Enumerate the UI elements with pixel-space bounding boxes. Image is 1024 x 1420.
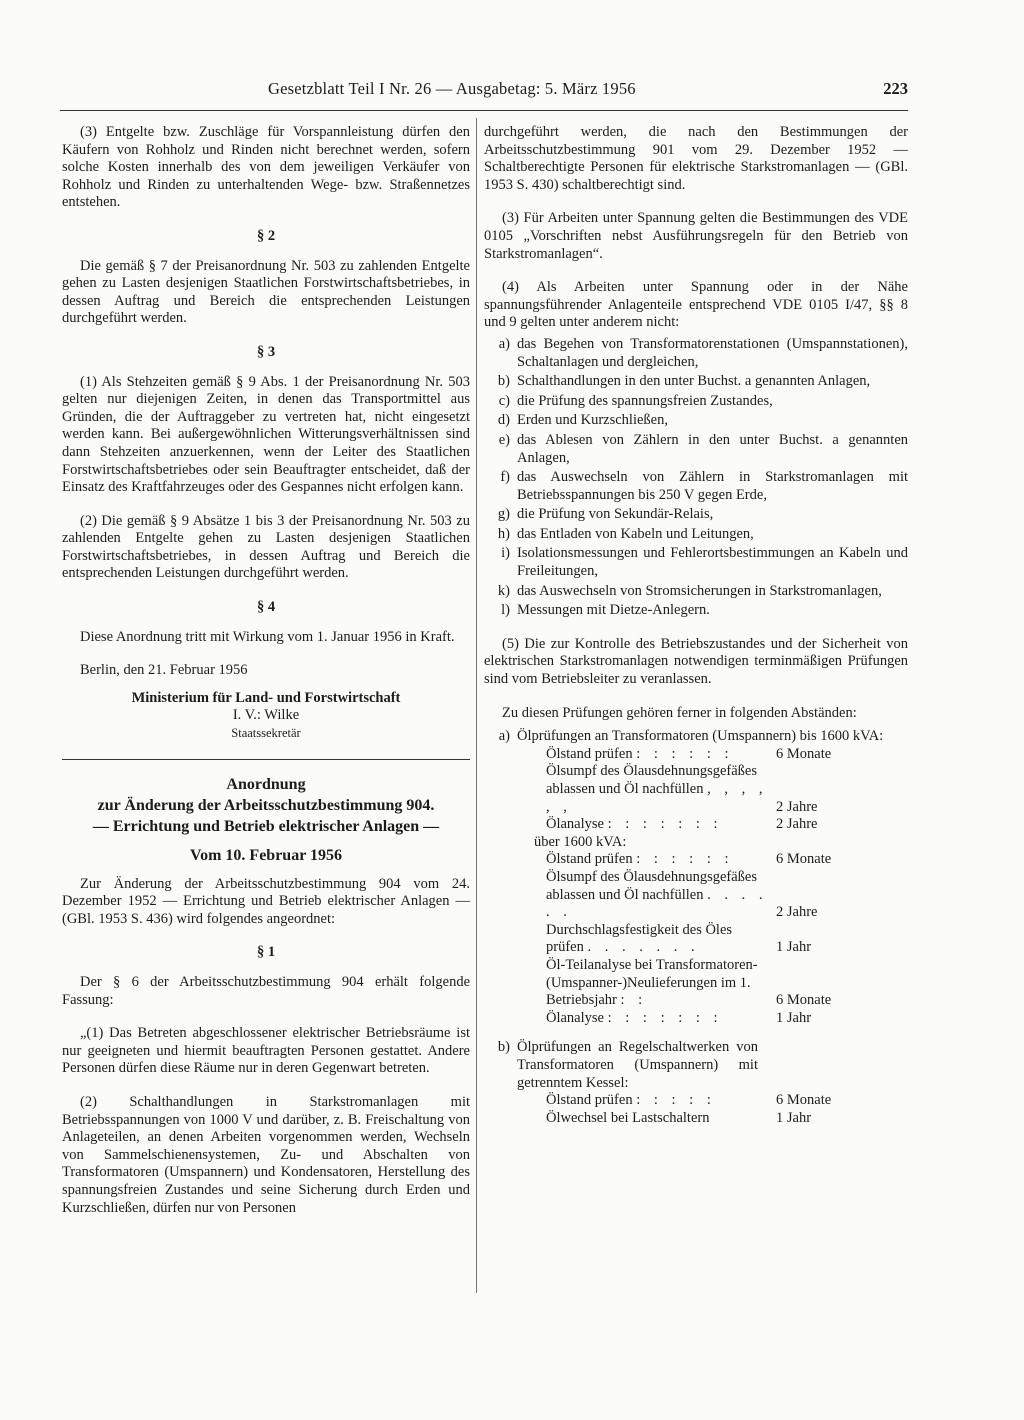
place-date: Berlin, den 21. Februar 1956 <box>80 662 248 679</box>
ministry-name: Ministerium für Land- und Forstwirtschaft <box>131 689 401 706</box>
group-text: Ölprüfungen an Transformatoren (Umspannern) bis 1600 kVA: <box>517 728 884 745</box>
interval-table <box>484 1092 908 1127</box>
interval-table <box>484 746 908 834</box>
test-group-a <box>484 728 908 746</box>
list-item: h) das Entladen von Kabeln und Leitungen, <box>497 525 754 542</box>
interval-row: Ölwechsel bei Lastschaltern 1 Jahr <box>546 1109 812 1126</box>
page-number: 223 <box>883 79 908 98</box>
exception-list <box>484 336 908 620</box>
signer-title: Staatssekretär <box>231 726 301 741</box>
order-date: Vom 10. Februar 1956 <box>190 846 342 864</box>
interval-row: Ölstand prüfen : : : : : : 6 Monate <box>546 851 832 868</box>
paragraph: durchgeführt werden, die nach den Bestimmungen der Arbeitsschutzbestimmung 901 vom 29. Dezember 1952 — Schaltberechtigte Personen für elektrische Starkstromanlagen — (GBl. 1953 S. 430) schaltberechtigt sind. <box>484 124 908 193</box>
group-marker: a) <box>498 728 510 745</box>
paragraph: (1) Als Stehzeiten gemäß § 9 Abs. 1 der Preisanordnung Nr. 503 gelten nur diejenigen Zeiten, in denen das Transportmittel aus Gründen, die der Auftraggeber zu vertreten hat, nicht eingesetzt werden kann. Bei außergewöhnlichen Witterungsverhältnissen sind dann Stehzeiten anzuerkennen, wenn der Leiter des Staatlichen Forstwirtschaftsbetriebes oder sein Beauftragter entscheidet, daß der Einsatz des Kraftfahrzeuges oder des Gespannes nicht erfolgen kann. <box>62 373 470 496</box>
paragraph: „(1) Das Betreten abgeschlossener elektrischer Betriebsräume ist nur geeigneten und hiermit beauftragten Personen gestattet. Andere Personen dürfen diese Räume nur in deren Gegenwart betreten. <box>62 1025 470 1077</box>
section-heading: § 1 <box>256 944 276 961</box>
list-item: d) Erden und Kurzschließen, <box>497 412 668 429</box>
signer: I. V.: Wilke <box>232 707 300 724</box>
interval-row: Ölsumpf des Ölausdehnungsgefäßes ablassen und Öl nachfüllen . . . . . . 2 Jahre <box>546 868 818 921</box>
section-rule <box>62 759 470 760</box>
page-header <box>60 80 908 102</box>
interval-row: Ölanalyse : : : : : : : 2 Jahre <box>546 816 818 833</box>
over-1600-label: über 1600 kVA: <box>534 833 627 850</box>
header-title: Gesetzblatt Teil I Nr. 26 — Ausgabetag: 5. März 1956 <box>268 79 636 98</box>
order-title: Anordnung <box>226 775 306 793</box>
interval-table <box>484 851 908 1027</box>
paragraph: (2) Schalthandlungen in Starkstromanlagen mit Betriebsspannungen von 1000 V und darüber, z. B. Freischaltung von Anlageteilen, an denen Arbeiten vorgenommen werden, Wechseln von Sammelschienensystemen, Zu- und Abschalten von Transformatoren (Umspannern) und Kondensatoren, Herstellung des spannungsfreien Zustandes und seine Sicherung durch Erden und Kurzschließen, dürfen nur von Personen <box>62 1093 470 1216</box>
interval-row: Ölstand prüfen : : : : : 6 Monate <box>546 1092 832 1109</box>
interval-row: Ölsumpf des Ölausdehnungsgefäßes ablassen und Öl nachfüllen , , , , , , 2 Jahre <box>546 763 818 815</box>
right-column <box>484 124 908 1127</box>
interval-row: Ölanalyse : : : : : : : 1 Jahr <box>546 1009 812 1026</box>
paragraph: Zu diesen Prüfungen gehören ferner in folgenden Abständen: <box>502 704 857 721</box>
paragraph: (2) Die gemäß § 9 Absätze 1 bis 3 der Preisanordnung Nr. 503 zu zahlenden Entgelte gehen zu Lasten desjenigen Staatlichen Forstwirtschaftsbetriebes, in dessen Auftrag und Bereich die entsprechenden Leistungen durchgeführt werden. <box>62 512 470 582</box>
paragraph: (4) Als Arbeiten unter Spannung oder in der Nähe spannungsführender Anlagenteile entsprechend VDE 0105 I/47, §§ 8 und 9 gelten unter anderem nicht: <box>484 279 908 331</box>
group-marker: b) <box>497 1039 510 1056</box>
paragraph: Der § 6 der Arbeitsschutzbestimmung 904 erhält folgende Fassung: <box>62 974 470 1008</box>
section-heading: § 4 <box>256 599 276 616</box>
list-item: k) das Auswechseln von Stromsicherungen in Starkstromanlagen, <box>497 582 882 599</box>
header-rule <box>60 110 908 111</box>
list-item: c) die Prüfung des spannungsfreien Zustandes, <box>498 392 773 409</box>
paragraph: (3) Für Arbeiten unter Spannung gelten die Bestimmungen des VDE 0105 „Vorschriften nebst Ausführungsregeln für den Betrieb von Starkstromanlagen“. <box>484 210 908 262</box>
list-item: b) Schalthandlungen in den unter Buchst. a genannten Anlagen, <box>497 373 871 390</box>
list-item: g) die Prüfung von Sekundär-Relais, <box>497 506 714 523</box>
left-column <box>62 124 470 1233</box>
paragraph: Die gemäß § 7 der Preisanordnung Nr. 503 zu zahlenden Entgelte gehen zu Lasten desjenigen Staatlichen Forstwirtschaftsbetriebes, in dessen Auftrag und Bereich die entsprechenden Leistungen durchgeführt werden. <box>62 257 470 327</box>
list-item: i) Isolationsmessungen und Fehlerortsbestimmungen an Kabeln und Freileitungen, <box>501 545 908 580</box>
interval-row: Durchschlagsfestigkeit des Öles prüfen . . . . . . . 1 Jahr <box>546 921 812 956</box>
list-item: a) das Begehen von Transformatorenstationen (Umspannstationen), Schaltanlagen und dergleichen, <box>498 335 908 370</box>
paragraph: Diese Anordnung tritt mit Wirkung vom 1. Januar 1956 in Kraft. <box>80 628 455 645</box>
test-group-b <box>484 1039 758 1092</box>
group-text: Ölprüfungen an Regelschaltwerken von Transformatoren (Umspannern) mit getrenntem Kessel: <box>517 1039 758 1091</box>
paragraph: (5) Die zur Kontrolle des Betriebszustandes und der Sicherheit von elektrischen Starkstromanlagen notwendigen terminmäßigen Prüfungen sind vom Betriebsleiter zu veranlassen. <box>484 635 908 688</box>
list-item: f) das Auswechseln von Zählern in Starkstromanlagen mit Betriebsspannungen bis 250 V gegen Erde, <box>500 469 908 503</box>
section-heading: § 2 <box>256 227 276 244</box>
order-subtitle: zur Änderung der Arbeitsschutzbestimmung 904. <box>97 796 435 814</box>
section-heading: § 3 <box>256 343 276 360</box>
column-divider <box>476 118 477 1293</box>
interval-row: Ölstand prüfen : : : : : : 6 Monate <box>546 745 832 762</box>
list-item: e) das Ablesen von Zählern in den unter Buchst. a genannten Anlagen, <box>498 431 908 466</box>
interval-row: Öl-Teilanalyse bei Transformatoren-(Umspanner-)Neulieferungen im 1. Betriebsjahr : : 6 Monate <box>546 956 832 1009</box>
paragraph: (3) Entgelte bzw. Zuschläge für Vorspannleistung dürfen den Käufern von Rohholz und Rinden nicht berechnet werden, sofern solche Kosten innerhalb des von dem jeweiligen Verkäufer von Rohholz und Rinden zu unterhaltenden Wege- bzw. Straßennetzes entstehen. <box>62 124 470 211</box>
order-subtitle: — Errichtung und Betrieb elektrischer Anlagen — <box>92 817 440 835</box>
list-item: l) Messungen mit Dietze-Anlegern. <box>501 602 710 619</box>
paragraph: Zur Änderung der Arbeitsschutzbestimmung 904 vom 24. Dezember 1952 — Errichtung und Betrieb elektrischer Anlagen — (GBl. 1953 S. 436) wird folgendes angeordnet: <box>62 875 470 927</box>
